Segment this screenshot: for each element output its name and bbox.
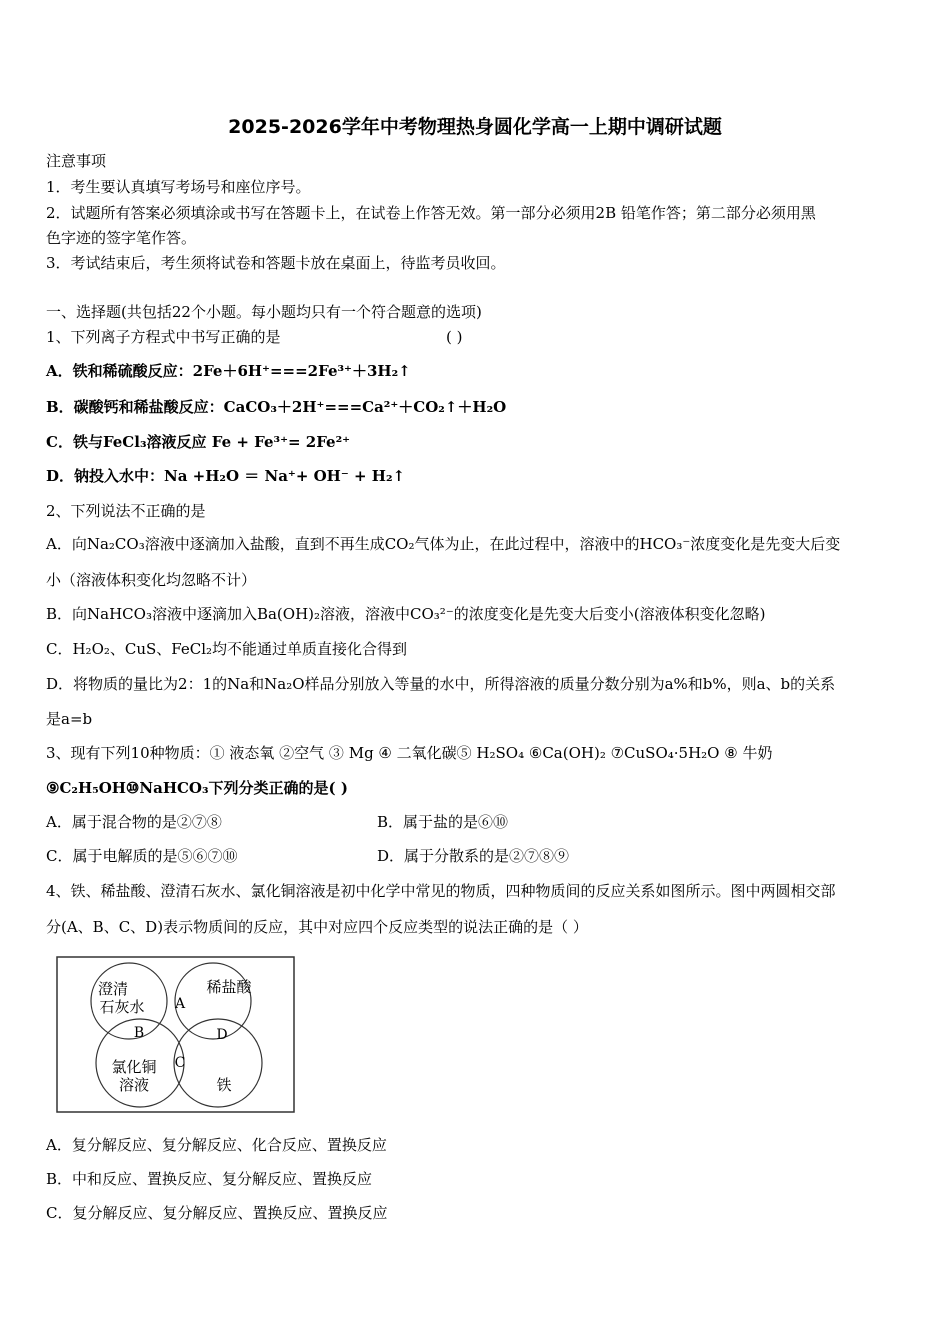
q3-option-d: D．属于分散系的是②⑦⑧⑨ [377,847,570,865]
q1-stem-text: 1、下列离子方程式中书写正确的是 [46,328,281,346]
q2-option-a: A．向Na₂CO₃溶液中逐滴加入盐酸，直到不再生成CO₂气体为止，在此过程中，溶液中的HCO₃⁻浓度变化是先变大后变 [46,535,841,553]
label-region-b: B [133,1025,145,1041]
q2-option-d: D．将物质的量比为2：1的Na和Na₂O样品分别放入等量的水中，所得溶液的质量分数分别为a%和b%，则a、b的关系 [46,675,836,693]
label-limewater-2: 石灰水 [99,998,145,1016]
q3-option-a: A．属于混合物的是②⑦⑧ [46,813,222,831]
q3-option-c: C．属于电解质的是⑤⑥⑦⑩ [46,847,238,865]
notice-item-3: 3．考试结束后，考生须将试卷和答题卡放在桌面上，待监考员收回。 [46,254,506,272]
q4-stem: 4、铁、稀盐酸、澄清石灰水、氯化铜溶液是初中化学中常见的物质，四种物质间的反应关系如图所示。图中两圆相交部 [46,882,836,900]
q4-option-c: C．复分解反应、复分解反应、置换反应、置换反应 [46,1204,388,1222]
q4-option-b: B．中和反应、置换反应、复分解反应、置换反应 [46,1170,373,1188]
label-region-a: A [174,996,186,1012]
label-region-d: D [216,1027,228,1043]
section-heading: 一、选择题(共包括22个小题。每小题均只有一个符合题意的选项) [46,303,482,321]
q1-option-a: A．铁和稀硫酸反应：2Fe＋6H⁺===2Fe³⁺＋3H₂↑ [46,362,411,380]
q2-option-d-cont: 是a=b [46,710,93,728]
q1-option-b: B．碳酸钙和稀盐酸反应：CaCO₃＋2H⁺===Ca²⁺＋CO₂↑＋H₂O [46,398,507,416]
page-title: 2025-2026学年中考物理热身圆化学高一上期中调研试题 [228,116,722,138]
notice-heading: 注意事项 [46,152,107,170]
q1-option-c: C．铁与FeCl₃溶液反应 Fe + Fe³⁺= 2Fe²⁺ [46,433,351,451]
q2-stem: 2、下列说法不正确的是 [46,502,206,520]
q1-answer-paren: ( ) [446,328,463,346]
q3-option-b: B．属于盐的是⑥⑩ [377,813,509,831]
q3-stem-cont: ⑨C₂H₅OH⑩NaHCO₃下列分类正确的是( ) [46,779,348,797]
label-copper-chloride-1: 氯化铜 [111,1058,157,1076]
notice-item-1: 1．考生要认真填写考场号和座位序号。 [46,178,311,196]
label-iron: 铁 [216,1076,232,1094]
circle-hydrochloric-acid [175,963,251,1039]
notice-item-2: 2．试题所有答案必须填涂或书写在答题卡上，在试卷上作答无效。第一部分必须用2B 铅笔作答；第二部分必须用黑 [46,204,816,222]
q1-option-d: D．钠投入水中：Na +H₂O ＝ Na⁺+ OH⁻ + H₂↑ [46,467,406,485]
q1-stem [46,327,908,347]
q2-option-b: B．向NaHCO₃溶液中逐滴加入Ba(OH)₂溶液，溶液中CO₃²⁻的浓度变化是先变大后变小(溶液体积变化忽略) [46,605,766,623]
label-limewater-1: 澄清 [97,980,129,998]
q4-stem-cont: 分(A、B、C、D)表示物质间的反应，其中对应四个反应类型的说法正确的是（ ） [46,918,588,936]
q2-option-a-cont: 小（溶液体积变化均忽略不计） [46,571,257,589]
label-copper-chloride-2: 溶液 [118,1076,150,1094]
q3-stem: 3、现有下列10种物质：① 液态氧 ②空气 ③ Mg ④ 二氧化碳⑤ H₂SO₄ ⑥Ca(OH)₂ ⑦CuSO₄·5H₂O ⑧ 牛奶 [46,744,773,762]
label-hydrochloric-acid: 稀盐酸 [206,978,252,996]
q2-option-c: C．H₂O₂、CuS、FeCl₂均不能通过单质直接化合得到 [46,640,408,658]
notice-item-2-cont: 色字迹的签字笔作答。 [46,229,197,247]
label-region-c: C [174,1055,186,1071]
venn-diagram [56,956,296,1114]
q4-option-a: A．复分解反应、复分解反应、化合反应、置换反应 [46,1136,387,1154]
